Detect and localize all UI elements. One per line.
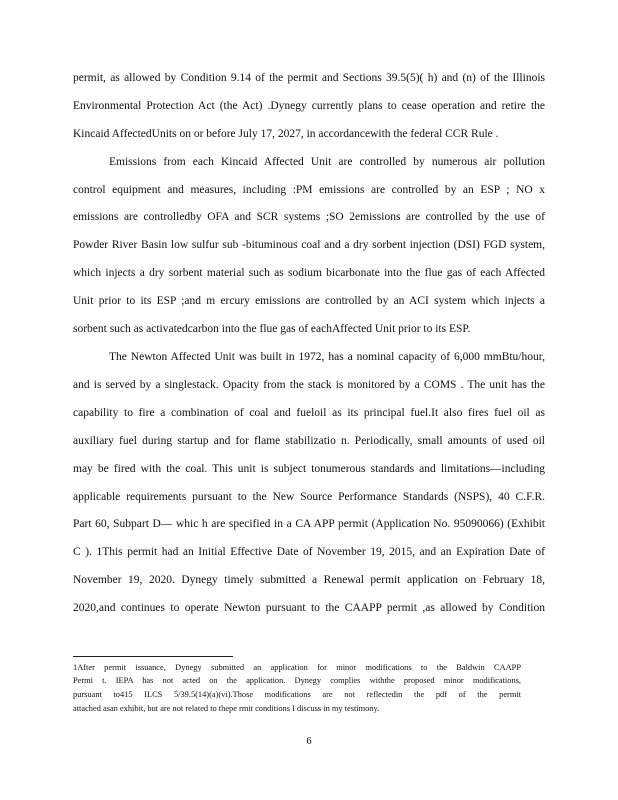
body-line: and is served by a singlestack. Opacity from the stack is monitored by a COMS . The unit has the	[73, 379, 545, 391]
footnote-line: Permi t. IEPA has not acted on the application. Dynegy complies withthe proposed minor modifications,	[73, 676, 521, 685]
body-line: which injects a dry sorbent material such as sodium bicarbonate into the flue gas of each Affected	[73, 267, 545, 279]
body-line: applicable requirements pursuant to the New Source Performance Standards (NSPS), 40 C.F.R.	[73, 491, 545, 503]
footnote-line: attached asan exhibit, but are not related to thepe rmit conditions I discuss in my testimony.	[73, 704, 380, 713]
body-line: sorbent such as activatedcarbon into the flue gas of eachAffected Unit prior to its ESP.	[73, 323, 471, 335]
body-line: C ). 1This permit had an Initial Effective Date of November 19, 2015, and an Expiration Date of	[73, 546, 545, 558]
footnote-line: 1After permit issuance, Dynegy submitted an application for minor modifications to the Baldwin CAAPP	[73, 663, 521, 672]
body-line: November 19, 2020. Dynegy timely submitted a Renewal permit application on February 18,	[73, 574, 545, 586]
footnote-separator	[73, 656, 233, 657]
body-line: Unit prior to its ESP ;and m ercury emissions are controlled by an ACI system which injects a	[73, 295, 545, 307]
body-line: Emissions from each Kincaid Affected Unit are controlled by numerous air pollution	[109, 156, 545, 168]
footnote-line: pursuant to415 ILCS 5/39.5(14)(a)(vi).Those modifications are not reflectedin the pdf of the permit	[73, 690, 521, 699]
page-number: 6	[306, 736, 312, 747]
body-line: The Newton Affected Unit was built in 1972, has a nominal capacity of 6,000 mmBtu/hour,	[109, 351, 545, 363]
body-line: 2020,and continues to operate Newton pursuant to the CAAPP permit ,as allowed by Condition	[73, 602, 545, 614]
body-line: auxiliary fuel during startup and for flame stabilizatio n. Periodically, small amounts of used oil	[73, 435, 545, 447]
body-line: Kincaid AffectedUnits on or before July 17, 2027, in accordancewith the federal CCR Rule .	[73, 128, 499, 140]
body-line: Part 60, Subpart D— whic h are specified in a CA APP permit (Application No. 95090066) (Exhibit	[73, 518, 545, 530]
body-line: may be fired with the coal. This unit is subject tonumerous standards and limitations—including	[73, 463, 545, 475]
body-line: Environmental Protection Act (the Act) .Dynegy currently plans to cease operation and retire the	[73, 100, 545, 112]
body-line: emissions are controlledby OFA and SCR systems ;SO 2emissions are controlled by the use of	[73, 211, 545, 223]
body-line: Powder River Basin low sulfur sub -bituminous coal and a dry sorbent injection (DSI) FGD system,	[73, 239, 545, 251]
body-line: control equipment and measures, including :PM emissions are controlled by an ESP ; NO x	[73, 184, 545, 196]
body-line: permit, as allowed by Condition 9.14 of the permit and Sections 39.5(5)( h) and (n) of the Illinois	[73, 72, 545, 84]
body-line: capability to fire a combination of coal and fueloil as its principal fuel.It also fires fuel oil as	[73, 407, 545, 419]
